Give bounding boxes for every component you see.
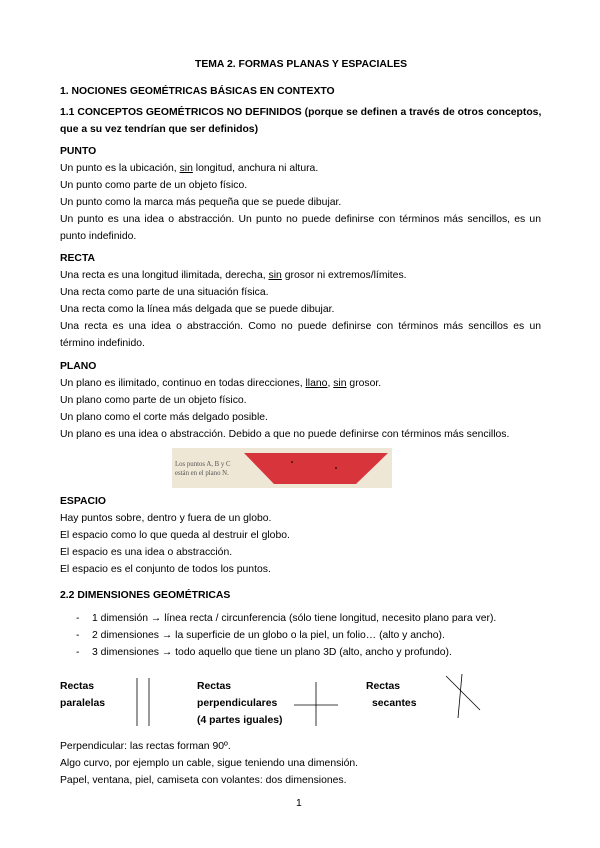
recta-l1-pre: Una recta es una longitud ilimitada, derecha,	[60, 270, 269, 281]
plane-parallelogram	[172, 448, 392, 488]
recta-line-4: Una recta es una idea o abstracción. Como no puede definirse con términos más sencillos es un	[60, 321, 541, 332]
punto-l1-pre: Un punto es la ubicación,	[60, 163, 180, 174]
dimension-bullet-1: -	[76, 613, 80, 624]
secant-lines-diagram	[440, 672, 490, 722]
espacio-line-1: Hay puntos sobre, dentro y fuera de un globo.	[60, 513, 272, 524]
punto-line-5: punto indefinido.	[60, 231, 137, 242]
section-heading-1: 1. NOCIONES GEOMÉTRICAS BÁSICAS EN CONTEXTO	[60, 86, 335, 97]
espacio-line-2: El espacio como lo que queda al destruir el globo.	[60, 530, 290, 541]
rectas-paralelas-label-2: paralelas	[60, 698, 106, 709]
rectas-paralelas-label-1: Rectas	[60, 681, 95, 692]
subsection-note: (porque se definen a través de otros conceptos,	[301, 107, 542, 118]
rectas-secantes-label-1: Rectas	[366, 681, 401, 692]
subsection-note-line2: que a su vez tendrían que ser definidos)	[60, 124, 259, 135]
plane-figure	[172, 448, 392, 488]
dimension-item-3: 3 dimensiones → todo aquello que tiene un plano 3D (alto, ancho y profundo).	[92, 647, 452, 658]
dimension-bullet-3: -	[76, 647, 80, 658]
dimension-bullet-2: -	[76, 630, 80, 641]
recta-line-1	[60, 269, 407, 282]
subsection-heading-2-2: 2.2 DIMENSIONES GEOMÉTRICAS	[60, 590, 231, 601]
punto-line-3: Un punto como la marca más pequeña que se puede dibujar.	[60, 197, 342, 208]
final-line-2: Algo curvo, por ejemplo un cable, sigue teniendo una dimensión.	[60, 758, 359, 769]
page-number: 1	[296, 798, 302, 809]
plano-l1-post: grosor.	[346, 378, 382, 389]
recta-l1-underline: sin	[268, 270, 282, 281]
plane-point-a	[291, 461, 293, 463]
secant-line-2	[458, 674, 462, 718]
punto-l1-post: longitud, anchura ni altura.	[192, 163, 319, 174]
espacio-heading: ESPACIO	[60, 496, 106, 507]
punto-line-1	[60, 162, 318, 175]
dimension-item-2: 2 dimensiones → la superficie de un globo o la piel, un folio… (alto y ancho).	[92, 630, 445, 641]
plano-line-1	[60, 377, 381, 390]
plano-l1-underline-1: llano	[305, 378, 328, 389]
plane-shape	[244, 453, 388, 484]
plano-line-3: Un plano como el corte más delgado posible.	[60, 412, 268, 423]
recta-line-3: Una recta como la línea más delgada que se puede dibujar.	[60, 304, 335, 315]
rectas-perp-label-3: (4 partes iguales)	[197, 715, 283, 726]
subsection-heading-1-1	[60, 106, 541, 119]
final-line-3: Papel, ventana, piel, camiseta con volantes: dos dimensiones.	[60, 775, 347, 786]
dimension-item-1: 1 dimensión → línea recta / circunferencia (sólo tiene longitud, necesito plano para ver).	[92, 613, 497, 624]
recta-heading: RECTA	[60, 253, 96, 264]
plane-figure-caption-1: Los puntos A, B y C	[175, 461, 231, 468]
subsection-head-text: 1.1 CONCEPTOS GEOMÉTRICOS NO DEFINIDOS	[60, 107, 302, 118]
final-line-1: Perpendicular: las rectas forman 90º.	[60, 741, 231, 752]
rectas-perp-label-1: Rectas	[197, 681, 232, 692]
punto-l1-underline: sin	[179, 163, 193, 174]
plane-figure-caption-2: están en el plano N.	[175, 470, 229, 477]
recta-l1-post: grosor ni extremos/límites.	[281, 270, 407, 281]
plane-point-b	[335, 467, 337, 469]
parallel-lines-diagram	[130, 678, 160, 728]
plano-heading: PLANO	[60, 361, 97, 372]
espacio-line-3: El espacio es una idea o abstracción.	[60, 547, 233, 558]
plano-l1-pre: Un plano es ilimitado, continuo en todas direcciones,	[60, 378, 306, 389]
rectas-secantes-label-2: secantes	[372, 698, 417, 709]
perpendicular-lines-diagram	[292, 678, 342, 728]
punto-line-2: Un punto como parte de un objeto físico.	[60, 180, 248, 191]
plano-l1-mid: ,	[327, 378, 334, 389]
page-title: TEMA 2. FORMAS PLANAS Y ESPACIALES	[195, 59, 408, 70]
secant-line-1	[446, 676, 480, 710]
punto-line-4: Un punto es una idea o abstracción. Un punto no puede definirse con términos más sencillos, es un	[60, 214, 541, 225]
rectas-perp-label-2: perpendiculares	[197, 698, 278, 709]
plano-line-4: Un plano es una idea o abstracción. Debido a que no puede definirse con términos más sencillos.	[60, 429, 510, 440]
plano-line-2: Un plano como parte de un objeto físico.	[60, 395, 247, 406]
punto-heading: PUNTO	[60, 146, 97, 157]
plano-l1-underline-2: sin	[333, 378, 347, 389]
espacio-line-4: El espacio es el conjunto de todos los puntos.	[60, 564, 271, 575]
recta-line-2: Una recta como parte de una situación física.	[60, 287, 269, 298]
recta-line-5: término indefinido.	[60, 338, 145, 349]
